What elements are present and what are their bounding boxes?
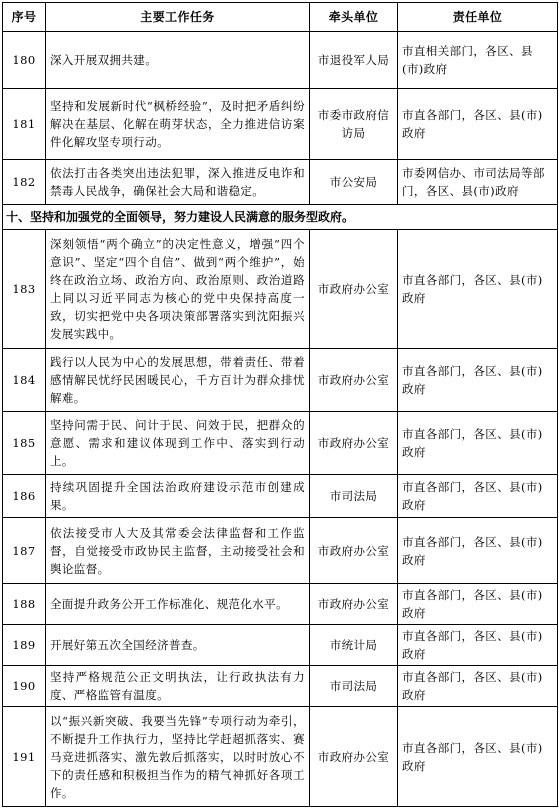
row-no: 188 <box>3 584 46 625</box>
row-no: 191 <box>3 707 46 807</box>
table-row <box>3 584 558 625</box>
row-no: 186 <box>3 475 46 518</box>
row-task: 依法接受市人大及其常委会法律监督和工作监督，自觉接受市政协民主监督，主动接受社会和舆论监督。 <box>46 518 310 584</box>
row-no: 181 <box>3 89 46 160</box>
row-task: 坚持严格规范公正文明执法，让行政执法有力度、严格监管有温度。 <box>46 666 310 707</box>
row-no: 189 <box>3 625 46 666</box>
header-no: 序号 <box>3 3 46 32</box>
row-no: 184 <box>3 349 46 412</box>
table-row <box>3 230 558 349</box>
row-task: 开展好第五次全国经济普查。 <box>46 625 310 666</box>
section-title: 十、坚持和加强党的全面领导，努力建设人民满意的服务型政府。 <box>3 205 558 230</box>
row-task: 持续巩固提升全国法治政府建设示范市创建成果。 <box>46 475 310 518</box>
row-resp: 市直各部门，各区、县(市)政府 <box>398 625 558 666</box>
table-row <box>3 160 558 205</box>
row-no: 190 <box>3 666 46 707</box>
row-no: 180 <box>3 32 46 89</box>
row-no: 187 <box>3 518 46 584</box>
row-task: 坚持和发展新时代“枫桥经验”，及时把矛盾纠纷解决在基层、化解在萌芽状态，全力推进信访案件化解攻坚专项行动。 <box>46 89 310 160</box>
row-resp: 市直各部门，各区、县(市)政府 <box>398 666 558 707</box>
header-row <box>3 3 558 32</box>
row-lead: 市政府办公室 <box>310 518 398 584</box>
row-resp: 市直各部门，各区、县(市)政府 <box>398 475 558 518</box>
row-task: 依法打击各类突出违法犯罪，深入推进反电诈和禁毒人民战争，确保社会大局和谐稳定。 <box>46 160 310 205</box>
row-lead: 市委市政府信访局 <box>310 89 398 160</box>
row-task: 践行以人民为中心的发展思想，带着责任、带着感情解民忧纾民困暖民心，千方百计为群众排忧解难。 <box>46 349 310 412</box>
table-row <box>3 349 558 412</box>
table-row <box>3 475 558 518</box>
row-resp: 市直各部门，各区、县(市)政府 <box>398 584 558 625</box>
table-row <box>3 412 558 475</box>
row-resp: 市委网信办、市司法局等部门，各区、县(市)政府 <box>398 160 558 205</box>
header-resp: 责任单位 <box>398 3 558 32</box>
table-row <box>3 707 558 807</box>
row-lead: 市政府办公室 <box>310 584 398 625</box>
row-lead: 市政府办公室 <box>310 707 398 807</box>
row-no: 182 <box>3 160 46 205</box>
row-no: 183 <box>3 230 46 349</box>
row-lead: 市退役军人局 <box>310 32 398 89</box>
row-lead: 市政府办公室 <box>310 230 398 349</box>
table-row <box>3 89 558 160</box>
row-lead: 市政府办公室 <box>310 349 398 412</box>
header-task: 主要工作任务 <box>46 3 310 32</box>
row-task: 深刻领悟“两个确立”的决定性意义，增强“四个意识”、坚定“四个自信”、做到“两个维护”，始终在政治立场、政治方向、政治原则、政治道路上同以习近平同志为核心的党中央保持高度一致，切实把党中央各项决策部署落实到沈阳振兴发展实践中。 <box>46 230 310 349</box>
row-lead: 市司法局 <box>310 666 398 707</box>
row-task: 深入开展双拥共建。 <box>46 32 310 89</box>
header-lead: 牵头单位 <box>310 3 398 32</box>
row-task: 坚持问需于民、问计于民、问效于民，把群众的意愿、需求和建议体现到工作中、落实到行动上。 <box>46 412 310 475</box>
row-lead: 市司法局 <box>310 475 398 518</box>
row-resp: 市直各部门，各区、县(市)政府 <box>398 518 558 584</box>
row-resp: 市直各部门，各区、县(市)政府 <box>398 412 558 475</box>
row-task: 全面提升政务公开工作标准化、规范化水平。 <box>46 584 310 625</box>
table-row <box>3 666 558 707</box>
row-resp: 市直各部门，各区、县(市)政府 <box>398 230 558 349</box>
row-resp: 市直各部门，各区、县(市)政府 <box>398 707 558 807</box>
row-lead: 市公安局 <box>310 160 398 205</box>
table-row <box>3 518 558 584</box>
row-task: 以“振兴新突破、我要当先锋”专项行动为牵引，不断提升工作执行力，坚持比学赶超抓落实、赛马竞进抓落实、激先敦后抓落实，以时时放心不下的责任感和积极担当作为的精气神抓好各项工作。 <box>46 707 310 807</box>
row-lead: 市政府办公室 <box>310 412 398 475</box>
row-resp: 市直各部门，各区、县(市)政府 <box>398 89 558 160</box>
row-resp: 市直各部门，各区、县(市)政府 <box>398 349 558 412</box>
section-row <box>3 205 558 230</box>
row-lead: 市统计局 <box>310 625 398 666</box>
row-no: 185 <box>3 412 46 475</box>
task-table <box>2 2 558 807</box>
table-row <box>3 625 558 666</box>
row-resp: 市直相关部门，各区、县(市)政府 <box>398 32 558 89</box>
table-row <box>3 32 558 89</box>
